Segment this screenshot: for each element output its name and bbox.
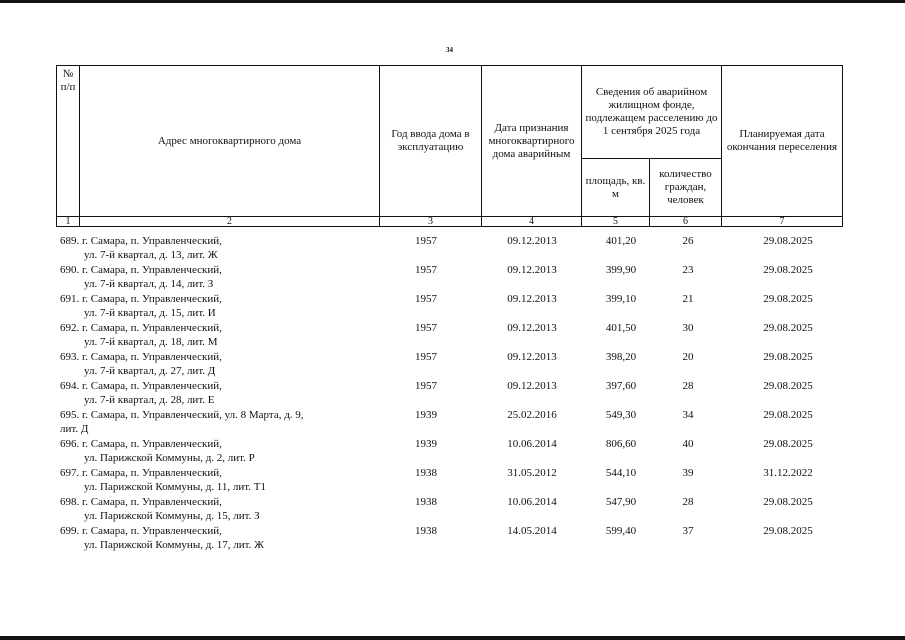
area-cell: 806,60 [605, 438, 637, 450]
year-cell: 1939 [415, 438, 437, 450]
year-cell: 1938 [415, 525, 437, 537]
address-cell: 698. г. Самара, п. Управленческий, ул. Парижской Коммуны, д. 15, лит. З [60, 496, 260, 522]
recognized-date-cell: 09.12.2013 [507, 322, 557, 334]
year-cell: 1957 [415, 264, 437, 276]
header-year: Год ввода дома в эксплуатацию [380, 66, 482, 217]
recognized-date-cell: 14.05.2014 [507, 525, 557, 537]
planned-date-cell: 29.08.2025 [763, 235, 813, 247]
area-cell: 547,90 [605, 496, 637, 508]
table-row [56, 349, 842, 378]
table-row [56, 436, 842, 465]
page-border-bottom [0, 636, 905, 640]
column-index: 2 [80, 217, 380, 227]
recognized-date-cell: 09.12.2013 [507, 235, 557, 247]
planned-date-cell: 29.08.2025 [763, 409, 813, 421]
area-cell: 397,60 [605, 380, 637, 392]
table-row [56, 523, 842, 552]
table-row [56, 291, 842, 320]
recognized-date-cell: 09.12.2013 [507, 351, 557, 363]
header-num: № п/п [57, 66, 80, 217]
table-header [56, 65, 843, 227]
people-cell: 30 [682, 322, 694, 334]
address-cell: 691. г. Самара, п. Управленческий, ул. 7-й квартал, д. 15, лит. И [60, 293, 222, 319]
area-cell: 549,30 [605, 409, 637, 421]
people-cell: 28 [682, 496, 694, 508]
planned-date-cell: 29.08.2025 [763, 351, 813, 363]
header-area: площадь, кв. м [582, 159, 650, 217]
table-row [56, 320, 842, 349]
planned-date-cell: 29.08.2025 [763, 438, 813, 450]
area-cell: 399,90 [605, 264, 637, 276]
people-cell: 28 [682, 380, 694, 392]
address-cell: 689. г. Самара, п. Управленческий, ул. 7-й квартал, д. 13, лит. Ж [60, 235, 222, 261]
planned-date-cell: 31.12.2022 [763, 467, 813, 479]
address-cell: 697. г. Самара, п. Управленческий, ул. Парижской Коммуны, д. 11, лит. Т1 [60, 467, 266, 493]
year-cell: 1957 [415, 322, 437, 334]
year-cell: 1938 [415, 496, 437, 508]
year-cell: 1938 [415, 467, 437, 479]
people-cell: 40 [682, 438, 694, 450]
address-cell: 692. г. Самара, п. Управленческий, ул. 7-й квартал, д. 18, лит. М [60, 322, 222, 348]
area-cell: 544,10 [605, 467, 637, 479]
header-recognized-date: Дата признания многоквартирного дома аварийным [482, 66, 582, 217]
column-index: 6 [650, 217, 722, 227]
column-index: 5 [582, 217, 650, 227]
header-address: Адрес многоквартирного дома [80, 66, 380, 217]
people-cell: 21 [682, 293, 694, 305]
planned-date-cell: 29.08.2025 [763, 264, 813, 276]
area-cell: 401,20 [605, 235, 637, 247]
recognized-date-cell: 25.02.2016 [507, 409, 557, 421]
people-cell: 37 [682, 525, 694, 537]
recognized-date-cell: 31.05.2012 [507, 467, 557, 479]
header-info-group: Сведения об аварийном жилищном фонде, подлежащем расселению до 1 сентября 2025 года [582, 66, 722, 159]
page-number: 34 [446, 46, 453, 54]
planned-date-cell: 29.08.2025 [763, 496, 813, 508]
column-index: 7 [722, 217, 843, 227]
recognized-date-cell: 10.06.2014 [507, 496, 557, 508]
address-cell: 696. г. Самара, п. Управленческий, ул. Парижской Коммуны, д. 2, лит. Р [60, 438, 255, 464]
recognized-date-cell: 09.12.2013 [507, 380, 557, 392]
planned-date-cell: 29.08.2025 [763, 293, 813, 305]
recognized-date-cell: 10.06.2014 [507, 438, 557, 450]
area-cell: 398,20 [605, 351, 637, 363]
address-cell: 693. г. Самара, п. Управленческий, ул. 7-й квартал, д. 27, лит. Д [60, 351, 222, 377]
planned-date-cell: 29.08.2025 [763, 322, 813, 334]
address-cell: 694. г. Самара, п. Управленческий, ул. 7-й квартал, д. 28, лит. Е [60, 380, 222, 406]
address-cell: 690. г. Самара, п. Управленческий, ул. 7-й квартал, д. 14, лит. З [60, 264, 222, 290]
header-planned-date: Планируемая дата окончания переселения [722, 66, 843, 217]
column-index: 3 [380, 217, 482, 227]
people-cell: 39 [682, 467, 694, 479]
planned-date-cell: 29.08.2025 [763, 380, 813, 392]
column-index: 1 [57, 217, 80, 227]
header-people: количество граждан, человек [650, 159, 722, 217]
year-cell: 1957 [415, 235, 437, 247]
address-cell: 695. г. Самара, п. Управленческий, ул. 8 Марта, д. 9, лит. Д [60, 409, 304, 435]
people-cell: 23 [682, 264, 694, 276]
table-row [56, 378, 842, 407]
year-cell: 1939 [415, 409, 437, 421]
people-cell: 26 [682, 235, 694, 247]
table-row [56, 233, 842, 262]
year-cell: 1957 [415, 293, 437, 305]
year-cell: 1957 [415, 351, 437, 363]
table-body [56, 233, 842, 552]
table-row [56, 407, 842, 436]
recognized-date-cell: 09.12.2013 [507, 264, 557, 276]
year-cell: 1957 [415, 380, 437, 392]
table-row [56, 262, 842, 291]
area-cell: 401,50 [605, 322, 637, 334]
people-cell: 20 [682, 351, 694, 363]
table-row [56, 465, 842, 494]
recognized-date-cell: 09.12.2013 [507, 293, 557, 305]
area-cell: 399,10 [605, 293, 637, 305]
area-cell: 599,40 [605, 525, 637, 537]
page-border-top [0, 0, 905, 3]
column-index: 4 [482, 217, 582, 227]
table-row [56, 494, 842, 523]
address-cell: 699. г. Самара, п. Управленческий, ул. Парижской Коммуны, д. 17, лит. Ж [60, 525, 265, 551]
people-cell: 34 [682, 409, 694, 421]
planned-date-cell: 29.08.2025 [763, 525, 813, 537]
